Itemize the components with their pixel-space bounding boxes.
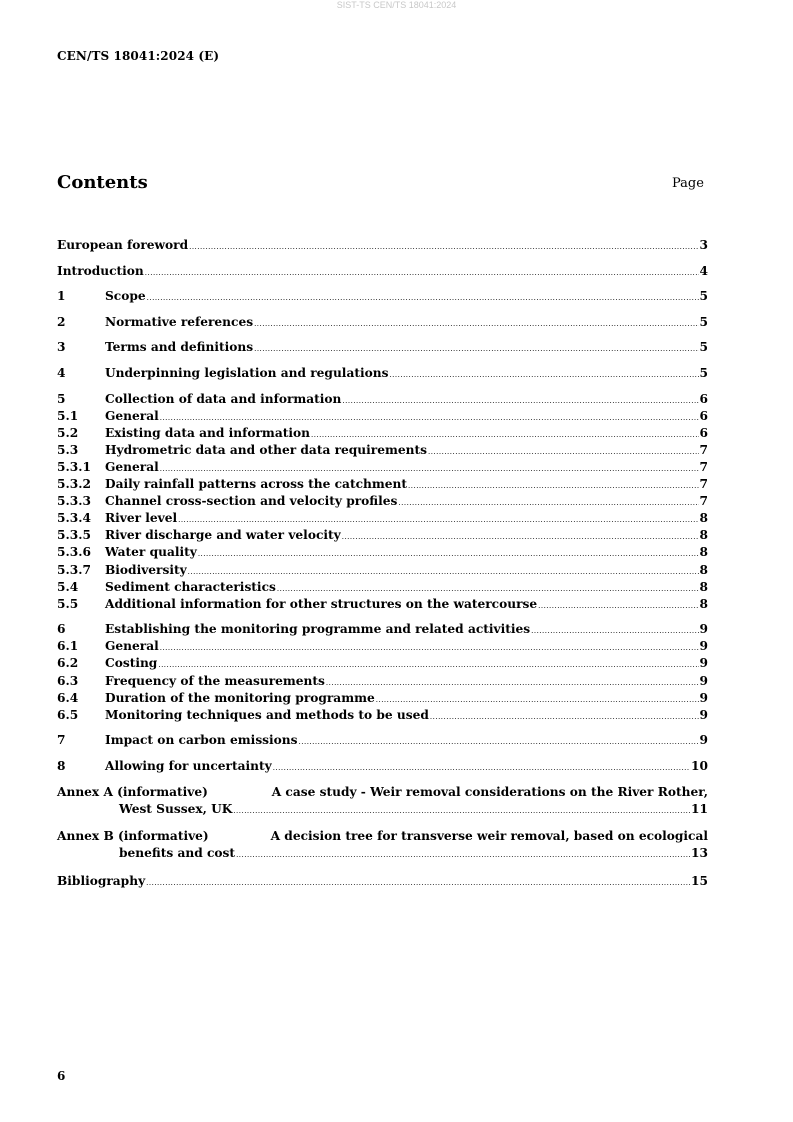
toc-entry[interactable] (57, 459, 708, 476)
toc-entry[interactable] (57, 527, 708, 544)
dot-leader (254, 316, 698, 333)
toc-entry[interactable] (57, 621, 708, 638)
toc-number: 6.1 (57, 639, 79, 654)
toc-title: Scope (105, 289, 146, 304)
toc-page: 9 (699, 707, 708, 722)
toc-number: 5.3.1 (57, 459, 91, 474)
toc-page: 4 (699, 263, 708, 278)
toc-title: Impact on carbon emissions (105, 733, 298, 748)
toc-entry[interactable] (57, 673, 708, 690)
toc-title: Existing data and information (105, 425, 310, 440)
toc-number: 6.4 (57, 690, 79, 705)
toc-page: 7 (699, 459, 708, 474)
toc-title: General (105, 408, 159, 423)
toc-number: 6.5 (57, 707, 79, 722)
contents-title: Contents (57, 172, 148, 193)
toc-page: 9 (699, 639, 708, 654)
toc-title: Additional information for other structures on the watercourse (105, 596, 538, 611)
toc-number: 3 (57, 340, 66, 355)
toc-entry[interactable] (57, 442, 708, 459)
toc-page: 11 (691, 801, 708, 816)
toc-page: 9 (699, 622, 708, 637)
toc-entry[interactable] (57, 339, 708, 356)
toc-entry[interactable] (57, 237, 708, 254)
page-column-label: Page (672, 176, 704, 191)
dot-leader (408, 478, 699, 495)
toc-entry[interactable] (57, 263, 708, 280)
toc-title: Terms and definitions (105, 340, 254, 355)
toc-entry-bibliography[interactable] (57, 873, 708, 890)
toc-title: Costing (105, 656, 158, 671)
toc-title: Biodiversity (105, 562, 187, 577)
toc-number: 8 (57, 758, 66, 773)
dot-leader (233, 803, 690, 820)
toc-number: 5.3.2 (57, 477, 91, 492)
document-id: CEN/TS 18041:2024 (E) (57, 49, 220, 63)
dot-leader (342, 393, 698, 410)
toc-title: General (105, 459, 159, 474)
toc-number: 2 (57, 314, 66, 329)
dot-leader (254, 341, 698, 358)
toc-entry[interactable] (57, 288, 708, 305)
toc-page: 8 (699, 579, 708, 594)
toc-page: 8 (699, 562, 708, 577)
dot-leader (389, 367, 698, 384)
dot-leader (198, 546, 699, 563)
toc-entry[interactable] (57, 758, 708, 775)
toc-entry[interactable] (57, 425, 708, 442)
toc-number: 5.3.6 (57, 545, 91, 560)
toc-title: Frequency of the measurements (105, 673, 325, 688)
toc-number: 5 (57, 391, 66, 406)
toc-title: Hydrometric data and other data requirements (105, 442, 427, 457)
toc-entry[interactable] (57, 638, 708, 655)
dot-leader (147, 290, 699, 307)
toc-entry[interactable] (57, 707, 708, 724)
dot-leader (273, 760, 690, 777)
toc-page: 6 (699, 425, 708, 440)
toc-page: 10 (691, 758, 708, 773)
toc-entry[interactable] (57, 562, 708, 579)
annex-title-line2: West Sussex, UK (119, 801, 233, 816)
dot-leader (531, 623, 698, 640)
toc-page: 9 (699, 656, 708, 671)
toc-page: 6 (699, 391, 708, 406)
annex-title-line1: A case study - Weir removal considerations on the River Rother, (271, 784, 708, 799)
dot-leader (189, 239, 698, 256)
toc-title: River discharge and water velocity (105, 528, 341, 543)
toc-entry[interactable] (57, 579, 708, 596)
toc-page: 15 (691, 873, 708, 888)
toc-entry[interactable] (57, 690, 708, 707)
dot-leader (428, 444, 699, 461)
toc-number: 5.3.4 (57, 511, 91, 526)
toc-number: 6.3 (57, 673, 79, 688)
annex-label: Annex A (informative) (57, 784, 208, 799)
toc-page: 7 (699, 442, 708, 457)
toc-page: 9 (699, 690, 708, 705)
toc-title: Daily rainfall patterns across the catchment (105, 477, 408, 492)
toc-entry[interactable] (57, 544, 708, 561)
toc-entry-annex-b[interactable] (57, 828, 708, 864)
toc-entry[interactable] (57, 391, 708, 408)
toc-page: 5 (699, 314, 708, 329)
toc-number: 5.2 (57, 425, 79, 440)
annex-title-line1: A decision tree for transverse weir removal, based on ecological (270, 829, 708, 844)
dot-leader (236, 847, 690, 864)
toc-number: 6.2 (57, 656, 79, 671)
toc-page: 5 (699, 365, 708, 380)
toc-page: 8 (699, 596, 708, 611)
toc-number: 5.3.7 (57, 562, 91, 577)
page-number: 6 (57, 1069, 66, 1083)
toc-page: 13 (691, 846, 708, 861)
dot-leader (430, 709, 699, 726)
toc-title: Bibliography (57, 873, 146, 888)
toc-page: 6 (699, 408, 708, 423)
annex-title-line2: benefits and cost (119, 846, 236, 861)
dot-leader (326, 675, 699, 692)
toc-entry[interactable] (57, 493, 708, 510)
watermark: SIST-TS CEN/TS 18041:2024 (336, 0, 457, 10)
toc-number: 5.4 (57, 579, 79, 594)
toc-entry[interactable] (57, 476, 708, 493)
toc-title: Water quality (105, 545, 197, 560)
toc-page: 7 (699, 477, 708, 492)
table-of-contents (57, 237, 708, 890)
toc-page: 7 (699, 494, 708, 509)
toc-page: 9 (699, 673, 708, 688)
toc-title: Establishing the monitoring programme and related activities (105, 622, 531, 637)
toc-page: 9 (699, 733, 708, 748)
toc-number: 6 (57, 622, 66, 637)
toc-entry[interactable] (57, 365, 708, 382)
toc-page: 8 (699, 511, 708, 526)
toc-title: Monitoring techniques and methods to be used (105, 707, 429, 722)
toc-number: 1 (57, 289, 66, 304)
toc-title: Collection of data and information (105, 391, 342, 406)
toc-page: 8 (699, 528, 708, 543)
dot-leader (398, 495, 698, 512)
annex-label: Annex B (informative) (57, 829, 209, 844)
toc-number: 5.3 (57, 442, 79, 457)
toc-entry[interactable] (57, 314, 708, 331)
toc-entry[interactable] (57, 596, 708, 613)
dot-leader (145, 265, 699, 282)
toc-number: 5.5 (57, 596, 79, 611)
toc-title: General (105, 639, 159, 654)
toc-title: Introduction (57, 263, 144, 278)
toc-number: 5.3.3 (57, 494, 91, 509)
dot-leader (160, 640, 699, 657)
toc-number: 4 (57, 365, 66, 380)
toc-title: Duration of the monitoring programme (105, 690, 375, 705)
dot-leader (146, 875, 690, 892)
toc-title: Channel cross-section and velocity profiles (105, 494, 398, 509)
toc-page: 5 (699, 289, 708, 304)
dot-leader (538, 598, 698, 615)
dot-leader (342, 529, 699, 546)
toc-number: 5.3.5 (57, 528, 91, 543)
toc-entry[interactable] (57, 510, 708, 527)
toc-page: 8 (699, 545, 708, 560)
toc-entry[interactable] (57, 408, 708, 425)
toc-page: 3 (699, 238, 708, 252)
toc-title: River level (105, 511, 178, 526)
toc-number: 7 (57, 733, 66, 748)
toc-title: Normative references (105, 314, 254, 329)
toc-title: Underpinning legislation and regulations (105, 365, 389, 380)
dot-leader (299, 734, 699, 751)
toc-entry[interactable] (57, 655, 708, 672)
toc-title: European foreword (57, 238, 189, 252)
toc-title: Sediment characteristics (105, 579, 276, 594)
toc-title: Allowing for uncertainty (105, 758, 272, 773)
toc-entry[interactable] (57, 732, 708, 749)
toc-number: 5.1 (57, 408, 79, 423)
toc-page: 5 (699, 340, 708, 355)
toc-entry-annex-a[interactable] (57, 784, 708, 820)
